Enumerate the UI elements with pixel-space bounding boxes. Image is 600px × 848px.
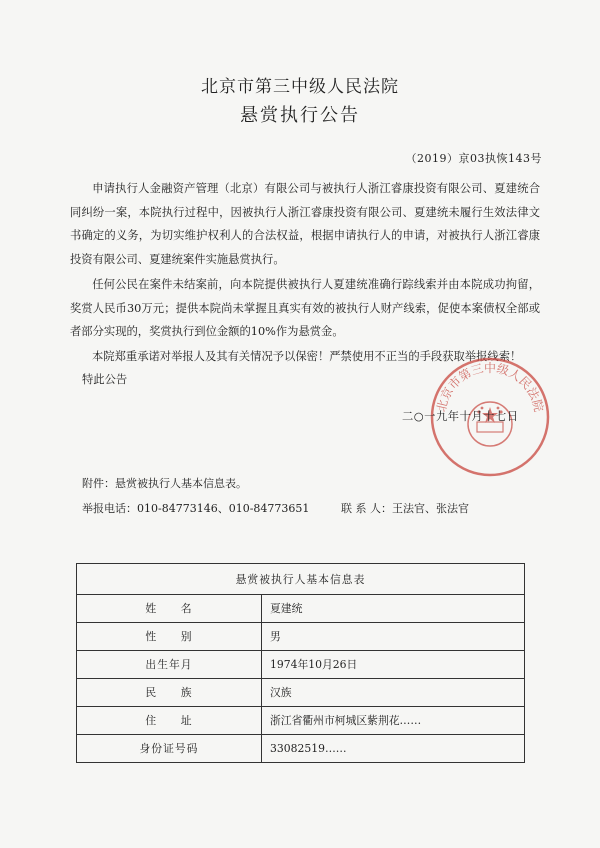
table-row — [77, 623, 525, 651]
table-row — [77, 651, 525, 679]
page-title: 悬赏执行公告 — [240, 105, 360, 126]
paragraph-2 — [70, 273, 540, 344]
row-label: 住 址 — [77, 707, 262, 735]
row-label: 民 族 — [77, 679, 262, 707]
paragraph-1 — [70, 177, 540, 271]
row-label: 身份证号码 — [77, 735, 262, 763]
report-phone: 举报电话：010-84773146、010-84773651 — [82, 502, 310, 515]
paragraph-3-text: 本院郑重承诺对举报人及其有关情况予以保密！严禁使用不正当的手段获取举报线索！ — [92, 350, 522, 363]
contact-person: 联 系 人：王法官、张法官 — [341, 502, 469, 515]
table-header: 悬赏被执行人基本信息表 — [77, 564, 525, 595]
seal-text: 北京市第三中级人民法院 — [434, 361, 546, 414]
attachment-note: 附件：悬赏被执行人基本信息表。 — [82, 477, 247, 490]
paragraph-1-text: 申请执行人金融资产管理（北京）有限公司与被执行人浙江睿康投资有限公司、夏建统合同纠纷一案，本院执行过程中，因被执行人浙江睿康投资有限公司、夏建统未履行生效法律文书确定的义务，为切实维护权利人的合法权益，根据申请执行人的申请，对被执行人浙江睿康投资有限公司、夏建统案件实施悬赏执行。 — [70, 182, 540, 266]
closing-text: 特此公告 — [82, 373, 128, 386]
table-row — [77, 707, 525, 735]
row-value: 夏建统 — [262, 595, 525, 623]
case-number: （2019）京03执恢143号 — [405, 152, 542, 165]
row-value — [262, 735, 525, 763]
info-table — [76, 563, 525, 763]
row-label: 性 别 — [77, 623, 262, 651]
court-name: 北京市第三中级人民法院 — [201, 77, 399, 97]
row-value: 1974年10月26日 — [262, 651, 525, 679]
row-label: 出生年月 — [77, 651, 262, 679]
id-number-text: 33082519…… — [270, 742, 347, 755]
row-value: 男 — [262, 623, 525, 651]
issue-date: 二○一九年十月十七日 — [402, 410, 519, 423]
svg-text:北京市第三中级人民法院 — [434, 360, 546, 413]
row-value: 汉族 — [262, 679, 525, 707]
row-value — [262, 707, 525, 735]
row-label: 姓 名 — [77, 595, 262, 623]
table-row — [77, 679, 525, 707]
table-row — [77, 735, 525, 763]
address-text: 浙江省衢州市柯城区紫荆花…… — [270, 714, 422, 727]
paragraph-2-text: 任何公民在案件未结案前，向本院提供被执行人夏建统准确行踪线索并由本院成功拘留，奖赏人民币30万元；提供本院尚未掌握且真实有效的被执行人财产线索，促使本案债权全部或者部分实现的，奖赏执行到位金额的10%作为悬赏金。 — [70, 278, 540, 339]
table-row — [77, 595, 525, 623]
